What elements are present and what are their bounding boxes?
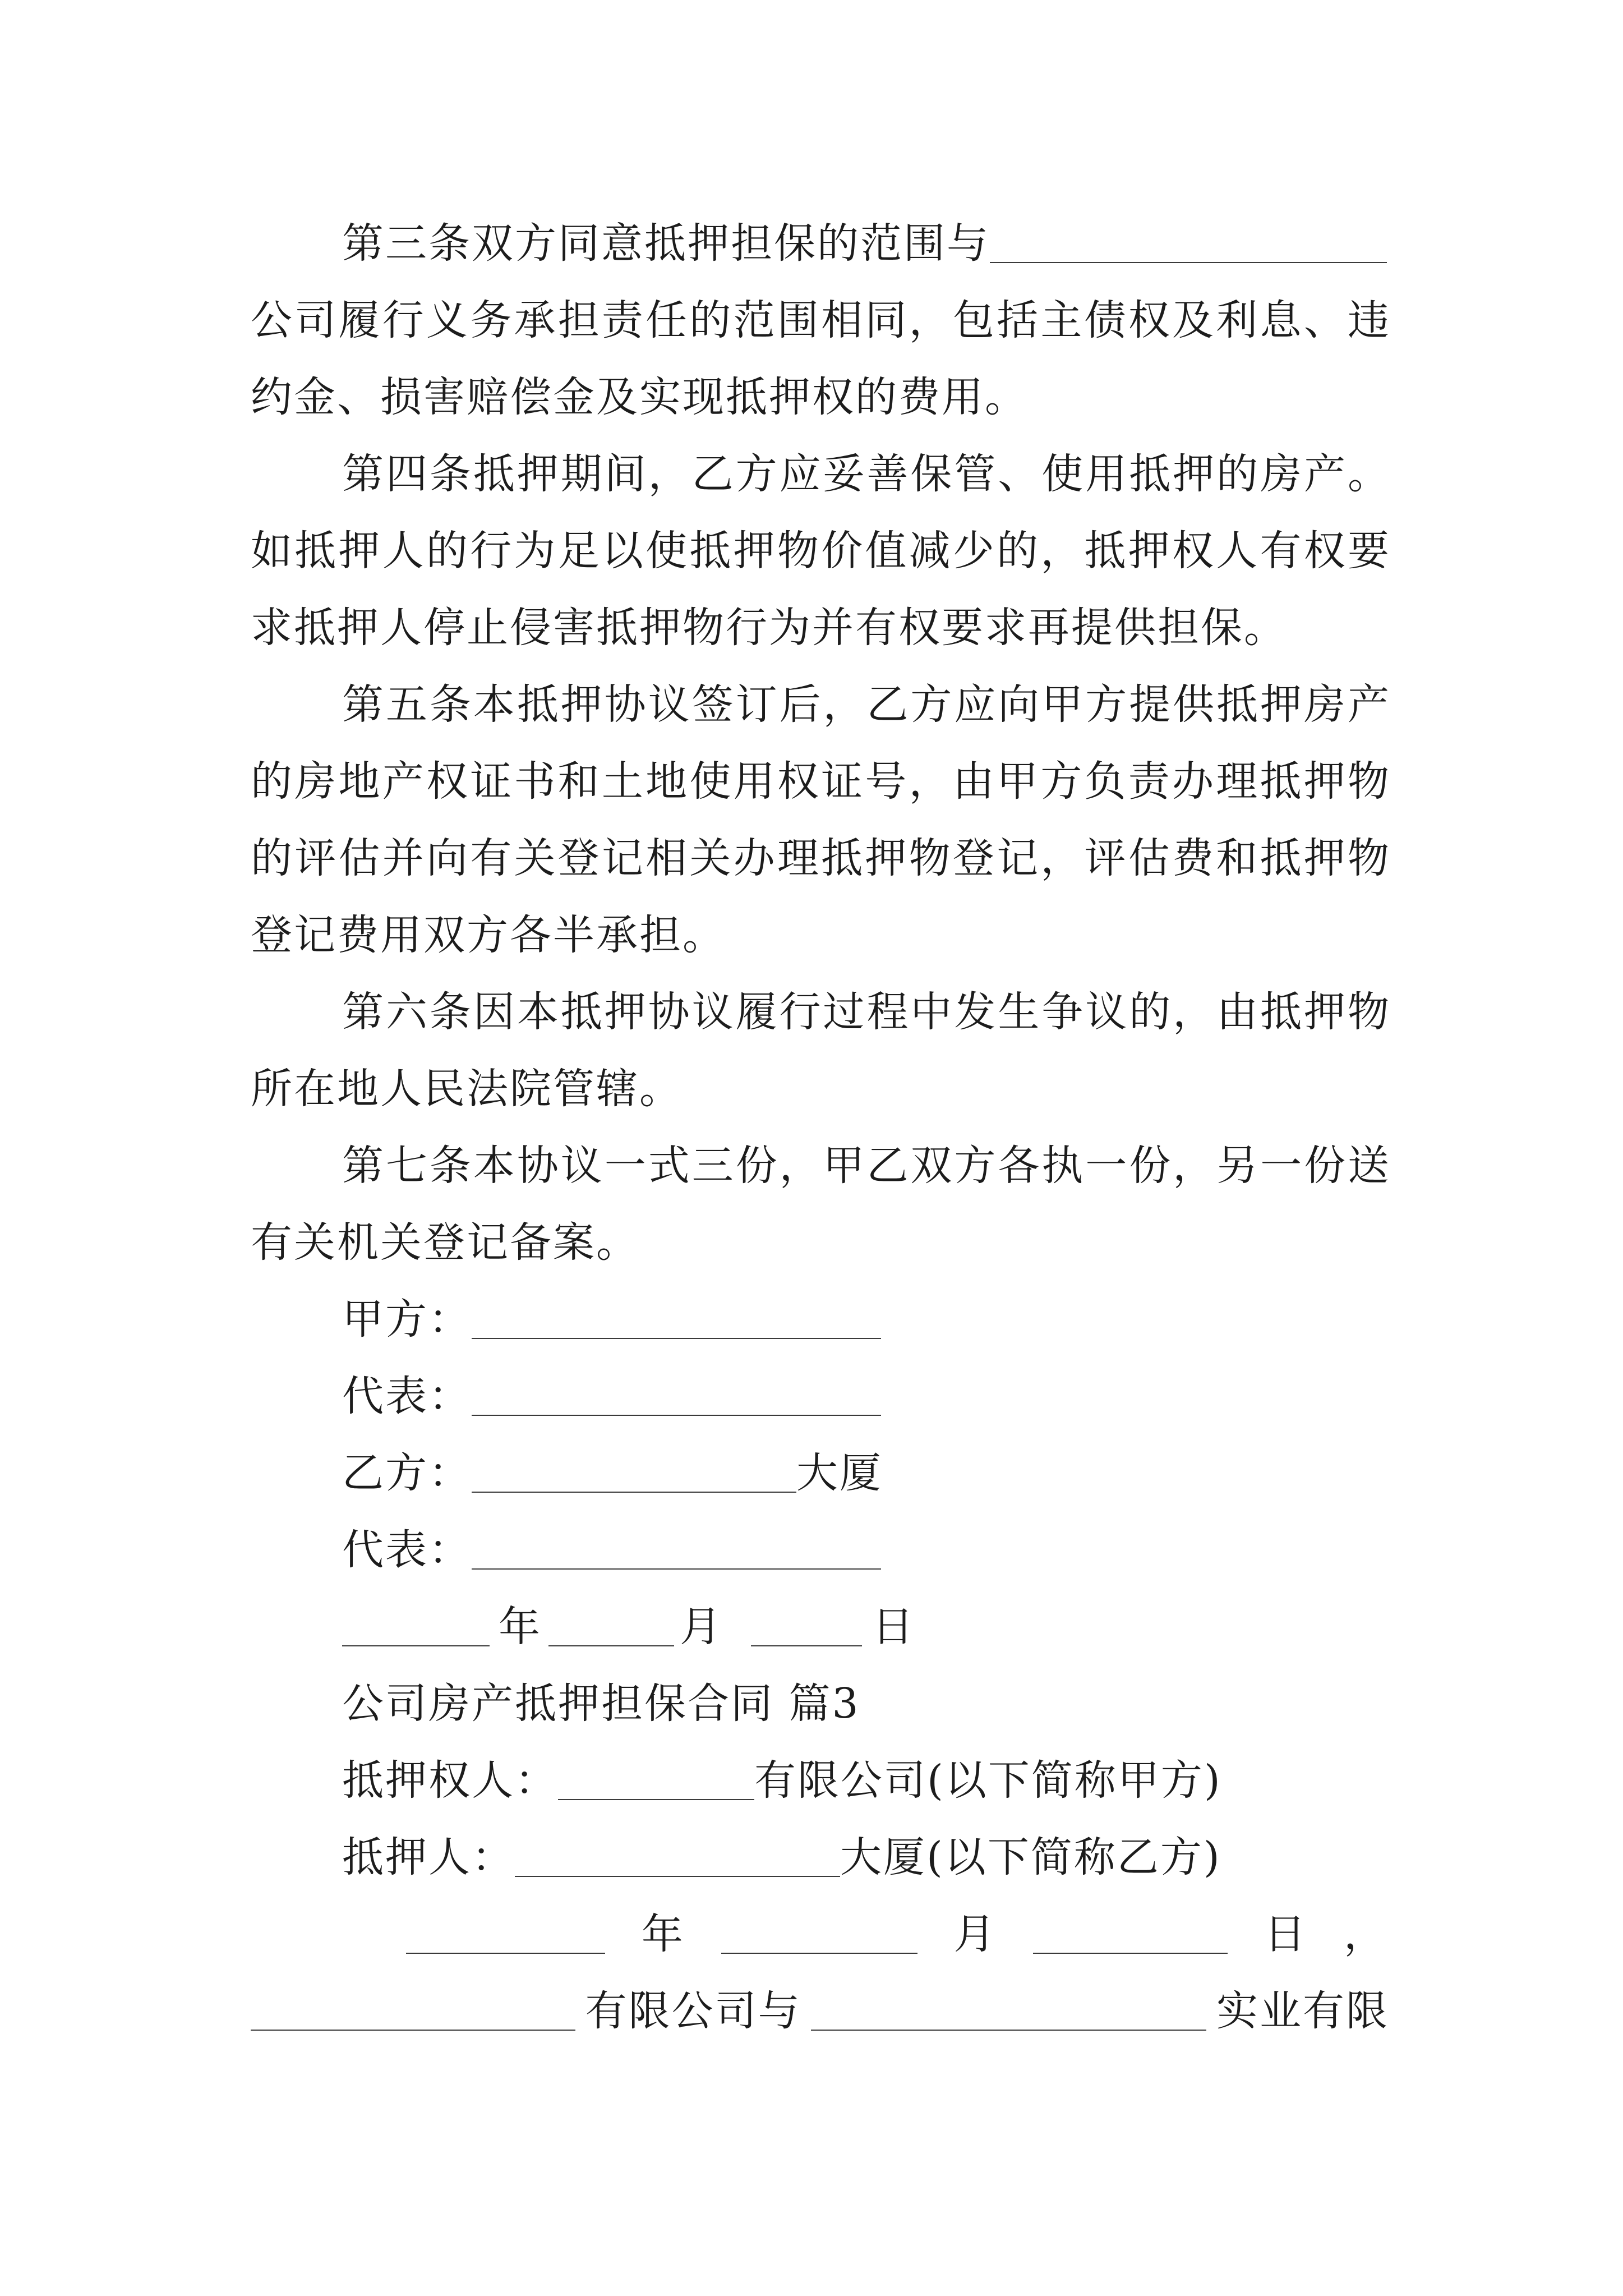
blank-line [472, 1315, 881, 1339]
article-3-text: 第三条双方同意抵押担保的范围与 [342, 219, 990, 268]
article-5-line-2: 的房地产权证书和土地使用权证号，由甲方负责办理抵押物 [251, 757, 1389, 806]
blank-line [1033, 1930, 1228, 1954]
year-label: 年 [499, 1603, 542, 1651]
article-4-line-1: 第四条抵押期间，乙方应妥善保管、使用抵押的房产。 [342, 450, 1389, 498]
preamble-date-line [251, 1896, 1389, 1973]
month-label: 月 [953, 1910, 997, 1958]
party-a-label: 甲方： [342, 1295, 472, 1343]
party-b-label: 乙方： [342, 1449, 472, 1497]
mortgagor-suffix: 大厦(以下简称乙方) [840, 1833, 1221, 1881]
blank-line [721, 1930, 917, 1954]
company-tail: 实业有限 [1216, 1987, 1389, 2035]
signature-date [251, 1589, 1389, 1665]
article-7-line-2: 有关机关登记备案。 [251, 1218, 639, 1267]
blank-line [558, 1777, 754, 1800]
article-4-line-3: 求抵押人停止侵害抵押物行为并有权要求再提供担保。 [251, 604, 1287, 652]
blank-line [472, 1469, 796, 1493]
preamble-parties-line [251, 1973, 1389, 2050]
representative-label: 代表： [342, 1372, 472, 1420]
blank-line [342, 1623, 490, 1646]
article-3-line-2: 公司履行义务承担责任的范围相同，包括主债权及利息、违 [251, 296, 1389, 344]
article-4-line-2: 如抵押人的行为足以使抵押物价值减少的，抵押权人有权要 [251, 527, 1389, 575]
month-label: 月 [680, 1603, 723, 1651]
article-3-line-3: 约金、损害赔偿金及实现抵押权的费用。 [251, 373, 1028, 421]
article-5-line-1: 第五条本抵押协议签订后，乙方应向甲方提供抵押房产 [342, 680, 1389, 729]
day-label: 日 [1264, 1910, 1308, 1958]
year-label: 年 [641, 1910, 685, 1958]
blank-line [515, 1853, 840, 1877]
article-6-line-1: 第六条因本抵押协议履行过程中发生争议的，由抵押物 [342, 988, 1389, 1036]
signature-party-b-representative [251, 1512, 1389, 1589]
mortgagor-label: 抵押人： [342, 1833, 515, 1881]
mortgagee-suffix: 有限公司(以下简称甲方) [754, 1756, 1222, 1805]
day-label: 日 [872, 1603, 915, 1651]
blank-line [990, 240, 1387, 263]
blank-line [751, 1623, 862, 1646]
blank-line [548, 1623, 674, 1646]
blank-line [406, 1930, 605, 1954]
mortgagor-line [251, 1819, 1389, 1896]
article-3-line-1 [251, 205, 1389, 282]
signature-party-a [251, 1281, 1389, 1358]
blank-line [251, 2007, 575, 2031]
article-5-line-3: 的评估并向有关登记相关办理抵押物登记，评估费和抵押物 [251, 834, 1389, 882]
article-6-line-2: 所在地人民法院管辖。 [251, 1065, 683, 1113]
comma: ， [1343, 1910, 1387, 1958]
mortgagee-label: 抵押权人： [342, 1756, 558, 1805]
article-7-line-1: 第七条本协议一式三份，甲乙双方各执一份，另一份送 [342, 1142, 1389, 1190]
representative-label: 代表： [342, 1526, 472, 1574]
article-5-line-4: 登记费用双方各半承担。 [251, 911, 726, 959]
document-body [251, 205, 1389, 2050]
signature-party-b [251, 1435, 1389, 1512]
section-title: 公司房产抵押担保合同 篇3 [342, 1680, 860, 1728]
blank-line [472, 1392, 881, 1416]
party-b-suffix: 大厦 [796, 1449, 883, 1497]
company-joiner: 有限公司与 [585, 1987, 801, 2035]
signature-party-a-representative [251, 1358, 1389, 1435]
mortgagee-line [251, 1742, 1389, 1819]
blank-line [811, 2007, 1206, 2031]
blank-line [472, 1546, 881, 1570]
